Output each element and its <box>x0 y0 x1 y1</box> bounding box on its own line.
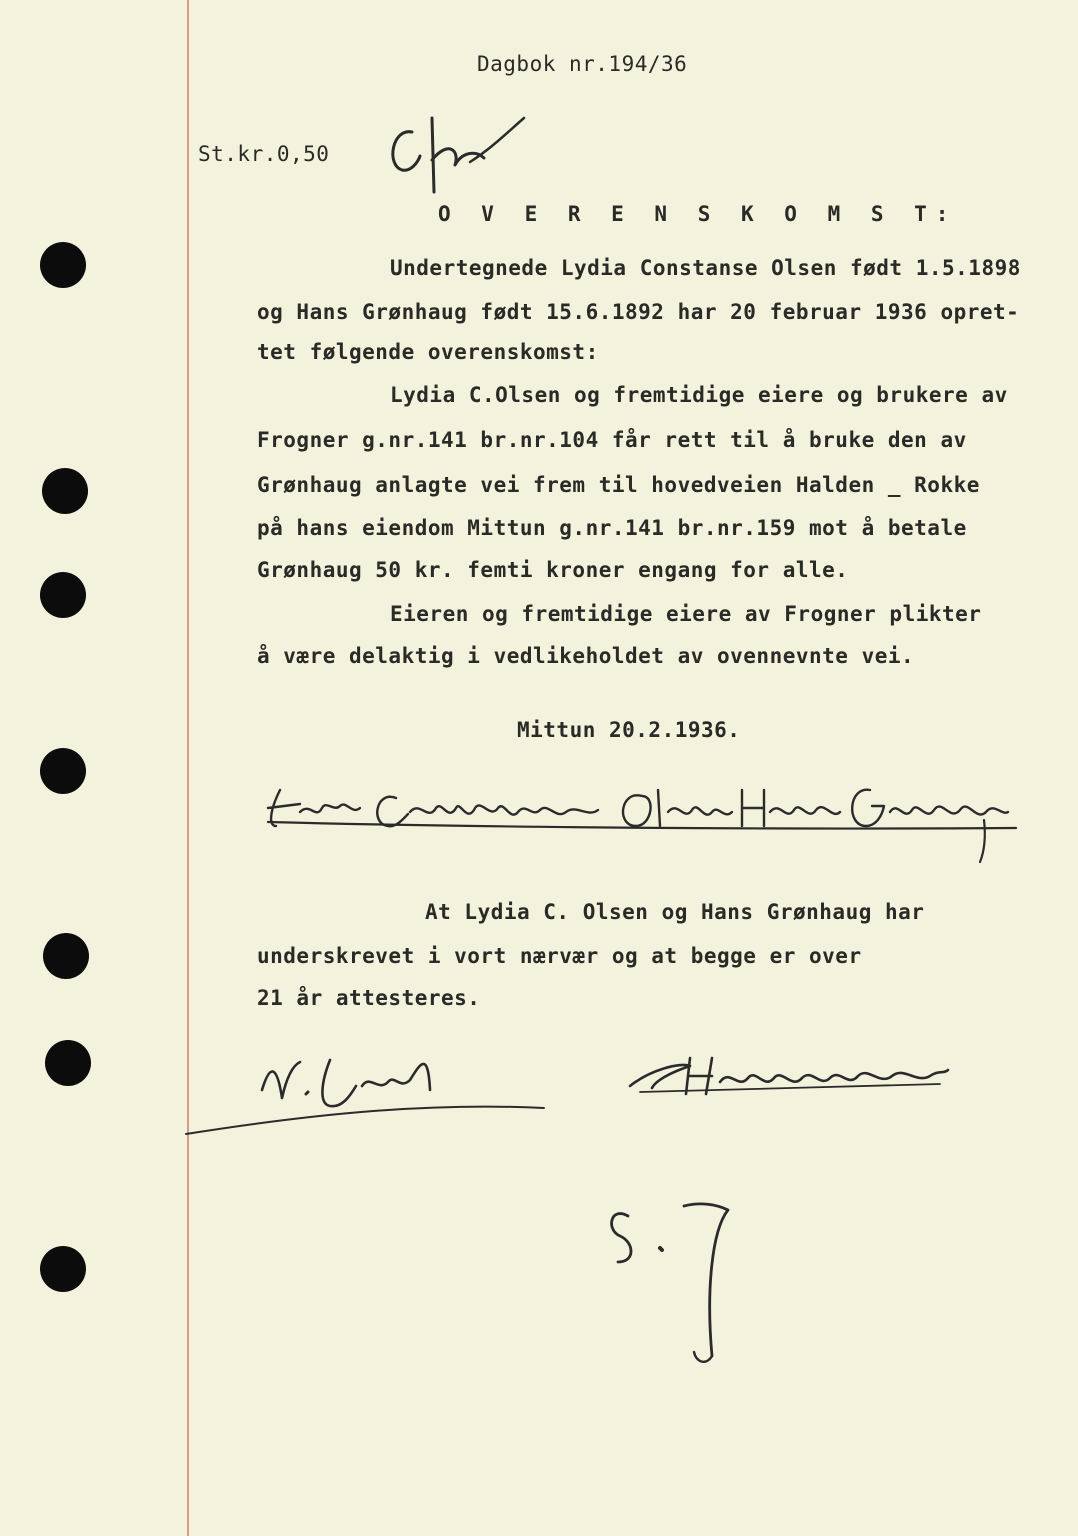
attestation-line: underskrevet i vort nærvær og at begge er over <box>257 944 862 968</box>
body-line: å være delaktig i vedlikeholdet av ovennevnte vei. <box>257 644 915 668</box>
punch-hole <box>40 572 86 618</box>
witness-left-signature <box>186 1060 544 1134</box>
margin-rule <box>187 0 189 1536</box>
body-line: Lydia C.Olsen og fremtidige eiere og brukere av <box>390 383 1008 407</box>
punch-hole <box>45 1040 91 1086</box>
punch-hole <box>40 1246 86 1292</box>
body-line: Eieren og fremtidige eiere av Frogner plikter <box>390 602 982 626</box>
initials-signature <box>393 118 524 192</box>
parties-signature <box>268 790 1016 862</box>
attestation-line: 21 år attesteres. <box>257 986 481 1010</box>
body-line: Grønhaug anlagte vei frem til hovedveien Halden _ Rokke <box>257 473 980 497</box>
attestation-line: At Lydia C. Olsen og Hans Grønhaug har <box>425 900 925 924</box>
body-line: på hans eiendom Mittun g.nr.141 br.nr.159 mot å betale <box>257 516 967 540</box>
document-title: O V E R E N S K O M S T: <box>438 202 958 226</box>
punch-hole <box>40 748 86 794</box>
body-line: og Hans Grønhaug født 15.6.1892 har 20 februar 1936 opret- <box>257 300 1020 324</box>
punch-hole <box>42 468 88 514</box>
body-line: tet følgende overenskomst: <box>257 340 599 364</box>
witness-right-signature <box>630 1058 948 1094</box>
body-line: Grønhaug 50 kr. femti kroner engang for alle. <box>257 558 849 582</box>
body-line: Undertegnede Lydia Constanse Olsen født 1.5.1898 <box>390 256 1021 280</box>
punch-hole <box>40 242 86 288</box>
body-line: Frogner g.nr.141 br.nr.104 får rett til å bruke den av <box>257 428 967 452</box>
punch-hole <box>43 933 89 979</box>
diary-number: Dagbok nr.194/36 <box>477 52 688 76</box>
margin-note-handwriting <box>612 1204 728 1362</box>
place-date: Mittun 20.2.1936. <box>517 718 741 742</box>
stamp-fee: St.kr.0,50 <box>198 142 330 166</box>
